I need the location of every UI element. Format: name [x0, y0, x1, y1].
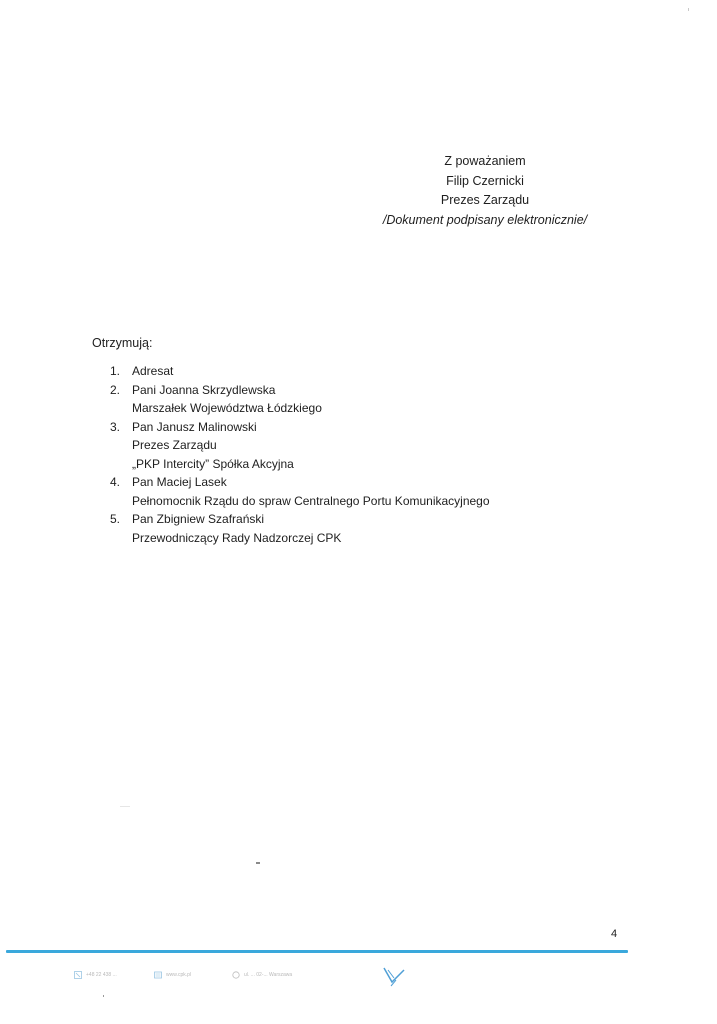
recipient-line: Marszałek Województwa Łódzkiego: [132, 401, 322, 415]
scan-speck: [256, 862, 260, 864]
footer-phone-text: +48 22 438 ...: [86, 972, 117, 978]
phone-icon: [74, 971, 82, 979]
recipient-item: [110, 418, 590, 474]
footer-address: [232, 971, 292, 979]
recipient-number: 1.: [110, 364, 121, 378]
signature-block: [380, 152, 590, 230]
recipient-line: Pan Maciej Lasek: [132, 475, 227, 489]
signature-electronic-note: /Dokument podpisany elektronicznie/: [382, 212, 588, 227]
recipients-heading: Otrzymują:: [92, 336, 153, 350]
web-icon: [154, 971, 162, 979]
recipient-number: 5.: [110, 512, 121, 526]
signature-position: Prezes Zarządu: [440, 193, 530, 207]
recipient-line: Przewodniczący Rady Nadzorczej CPK: [132, 530, 342, 545]
recipient-line: Pan Zbigniew Szafrański: [132, 512, 265, 526]
cpk-logo-icon: [382, 964, 408, 990]
recipient-item: [110, 510, 590, 547]
recipient-item: [110, 362, 590, 381]
footer-divider: [6, 950, 628, 953]
cpk-logo: [382, 964, 450, 990]
recipients-list: [110, 362, 590, 547]
scan-speck: [688, 8, 689, 11]
footer-address-text: ul. ... 02-... Warszawa: [244, 972, 293, 978]
scan-speck: [103, 995, 104, 997]
signature-closing: Z poważaniem: [444, 154, 526, 168]
location-icon: [232, 971, 240, 979]
recipient-number: 3.: [110, 419, 121, 434]
recipient-line: Pani Joanna Skrzydlewska: [132, 382, 276, 397]
footer-web: [154, 971, 191, 979]
page-number: 4: [611, 928, 618, 940]
recipient-number: 4.: [110, 475, 121, 489]
recipient-line: Pełnomocnik Rządu do spraw Centralnego Portu Komunikacyjnego: [132, 493, 490, 508]
recipient-item: [110, 473, 590, 510]
recipient-line: Prezes Zarządu: [132, 438, 217, 452]
recipient-number: 2.: [110, 382, 121, 397]
scan-speck: [120, 806, 130, 807]
recipient-line: Adresat: [132, 364, 174, 378]
footer-web-text: www.cpk.pl: [166, 972, 192, 978]
recipient-line: „PKP Intercity” Spółka Akcyjna: [132, 456, 294, 471]
signature-name: Filip Czernicki: [446, 173, 524, 188]
recipient-item: [110, 381, 590, 418]
footer-phone: [74, 971, 117, 979]
recipient-line: Pan Janusz Malinowski: [132, 419, 257, 434]
